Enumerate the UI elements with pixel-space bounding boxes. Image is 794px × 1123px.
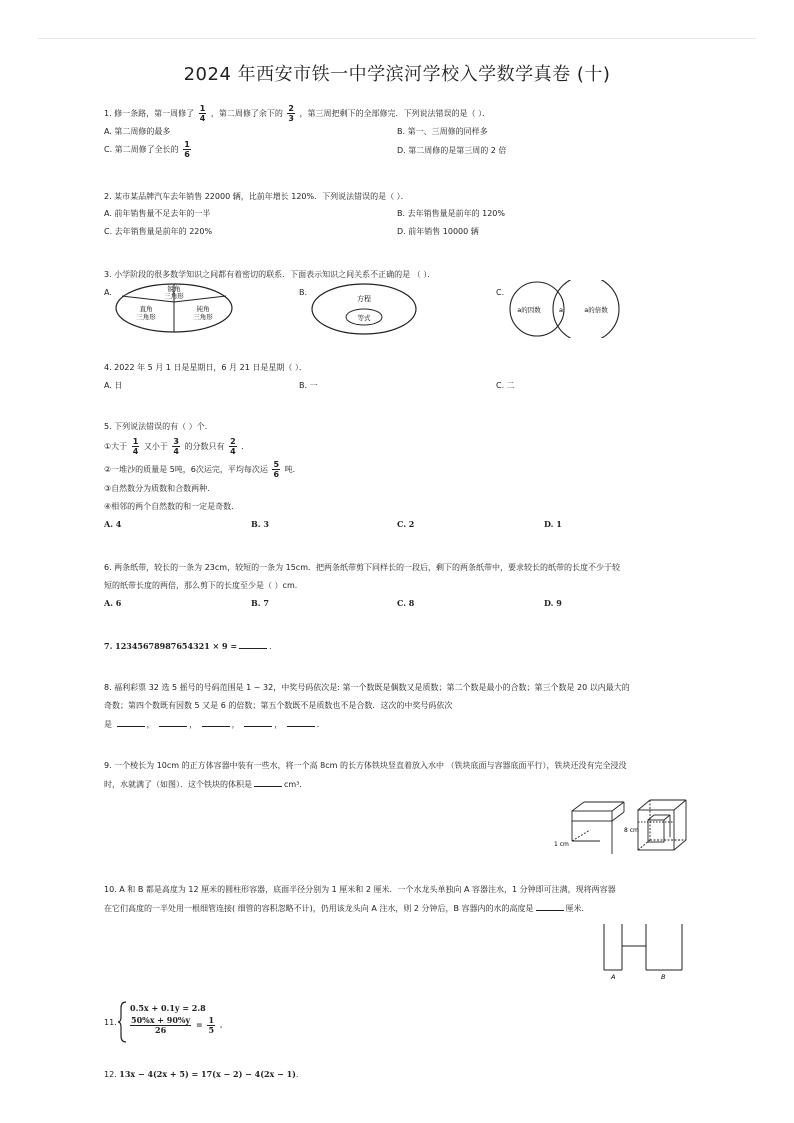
- q3-diagram-a: [114, 282, 234, 334]
- question-1-stem: [104, 104, 490, 123]
- q1-option-b[interactable]: B. 第一、三周修的同样多: [397, 127, 488, 136]
- question-10-line-1: 10. A 和 B 都是高度为 12 厘米的圆柱形容器，底面半径分别为 1 厘米和 2 厘米．一个水龙头单独向 A 容器注水，1 分钟即可注满，现将两容器: [104, 885, 616, 894]
- q3-diagram-c: [503, 280, 621, 338]
- q2-option-d[interactable]: D. 前年销售 10000 辆: [397, 227, 479, 236]
- q5-s2-text-b: 吨．: [284, 465, 301, 474]
- q5-statement-4: ④相邻的两个自然数的和一定是奇数．: [104, 502, 240, 511]
- q8-separator: ，: [189, 720, 198, 729]
- question-12: [104, 1069, 304, 1080]
- question-3-stem: 3. 小学阶段的很多数学知识之间都有着密切的联系．下面表示知识之间关系不正确的是 （ ）．: [104, 270, 436, 279]
- q6-option-c[interactable]: C. 8: [397, 598, 415, 608]
- brace-icon: [118, 1000, 128, 1044]
- fraction: $\frac{1}{6}$: [184, 140, 190, 159]
- q5-option-c[interactable]: C. 2: [397, 519, 415, 529]
- fraction: $\frac{1}{4}$: [199, 104, 206, 123]
- q4-option-a[interactable]: A. 日: [104, 381, 123, 390]
- q7-end: ．: [269, 642, 278, 651]
- fraction: $\frac{2}{4}$: [230, 437, 236, 456]
- answer-blank[interactable]: [117, 718, 145, 727]
- q5-statement-1: [104, 437, 249, 456]
- q8-separator: ，: [231, 720, 240, 729]
- q3-a-left-label: 直角三角形: [136, 305, 156, 321]
- q1-option-c-text: C. 第二周修了全长的: [104, 145, 179, 154]
- fraction: $\frac{50\%x + 90\%y}{26}$: [131, 1015, 191, 1035]
- question-8-line-1: 8. 福利彩票 32 选 5 摇号的号码范围是 1 ~ 32，中奖号码依次是: 第一个数既是偶数又是质数；第二个数是最小的合数；第三个数是 20 以内最大的: [104, 683, 630, 692]
- question-5-stem: 5. 下列说法错误的有（ ）个．: [104, 422, 213, 431]
- q3-a-top-label: 锐角三角形: [164, 285, 184, 300]
- question-8-line-3: [104, 718, 325, 730]
- q8-separator: ，: [274, 720, 283, 729]
- question-2-stem: 2. 某市某品牌汽车去年销售 22000 辆，比前年增长 120%．下列说法错误的是（ ）．: [104, 192, 409, 201]
- q1-option-d[interactable]: D. 第二周修的是第三周的 2 倍: [397, 146, 507, 155]
- q3-option-a[interactable]: A.: [104, 288, 112, 297]
- q6-option-a[interactable]: A. 6: [104, 598, 122, 608]
- q9-unit: cm³．: [284, 780, 308, 789]
- q5-s1-text-c: 的分数只有: [184, 442, 225, 451]
- answer-blank[interactable]: [159, 718, 187, 727]
- q12-end: ．: [295, 1070, 304, 1079]
- fraction: $\frac{2}{3}$: [288, 104, 294, 123]
- q9-right-dim: 8 cm: [624, 827, 639, 834]
- answer-blank[interactable]: [254, 778, 282, 787]
- q10-text: 在它们高度的一半处用一根细管连接( 细管的容积忽略不计)，仍用该龙头向 A 注水，则 2 分钟后，B 容器内的水的高度是: [104, 904, 534, 913]
- q9-left-dim: 1 cm: [554, 841, 569, 848]
- q3-c-mid-label: a: [559, 306, 563, 314]
- q1-option-c[interactable]: [104, 140, 193, 159]
- q11-equation-1: 0.5x + 0.1y = 2.8: [130, 1003, 206, 1013]
- answer-blank[interactable]: [202, 718, 230, 727]
- fraction: $\frac{1}{4}$: [132, 437, 139, 456]
- answer-blank[interactable]: [244, 718, 272, 727]
- q3-b-outer-label: 方程: [357, 295, 371, 303]
- q5-s1-text-d: ．: [241, 442, 250, 451]
- q5-option-b[interactable]: B. 3: [251, 519, 269, 529]
- answer-blank[interactable]: [287, 718, 315, 727]
- q3-c-right-label: a的倍数: [584, 306, 608, 314]
- q9-figure: [550, 796, 690, 858]
- q10-figure: [598, 922, 690, 982]
- q5-option-a[interactable]: A. 4: [104, 519, 122, 529]
- q1-text-c: ，第三周把剩下的全部修完．下列说法错误的是（ ）．: [299, 109, 491, 118]
- question-4-stem: 4. 2022 年 5 月 1 日是星期日，6 月 21 日是星期（ ）．: [104, 363, 307, 372]
- q2-option-c[interactable]: C. 去年销售量是前年的 220%: [104, 227, 213, 236]
- q10-label-a: A: [611, 973, 616, 981]
- question-7: [104, 640, 277, 652]
- q3-a-right-label: 钝角三角形: [193, 305, 213, 321]
- q6-option-b[interactable]: B. 7: [251, 598, 269, 608]
- q5-s1-text-b: 又小于: [143, 442, 168, 451]
- q5-s1-text-a: ①大于: [104, 442, 128, 451]
- fraction: $\frac{1}{5}$: [208, 1015, 215, 1035]
- q10-unit: 厘米．: [565, 904, 590, 913]
- q5-s2-text-a: ②一堆沙的质量是 5吨，6次运完，平均每次运: [104, 465, 268, 474]
- q5-statement-2: [104, 460, 301, 479]
- q3-option-c[interactable]: C.: [496, 288, 505, 297]
- q11-equation-2: [130, 1016, 228, 1035]
- q1-text-a: 1. 修一条路，第一周修了: [104, 109, 195, 118]
- q9-text: 时，水就满了（如图）．这个铁块的体积是: [104, 780, 252, 789]
- q5-option-d[interactable]: D. 1: [544, 519, 562, 529]
- question-9-line-2: [104, 778, 307, 790]
- answer-blank[interactable]: [239, 640, 267, 649]
- fraction: $\frac{3}{4}$: [173, 437, 179, 456]
- q5-statement-3: ③自然数分为质数和合数两种．: [104, 484, 216, 493]
- q8-separator: ，: [146, 720, 155, 729]
- question-8-line-2: 奇数；第四个数既有因数 5 又是 6 的倍数；第五个数既不是质数也不是合数．这次的中奖号码依次: [104, 701, 453, 710]
- q8-text: 是: [104, 720, 112, 729]
- q3-c-left-label: a的因数: [517, 306, 541, 314]
- q10-label-b: B: [661, 973, 666, 981]
- answer-blank[interactable]: [536, 902, 564, 911]
- q6-option-d[interactable]: D. 9: [544, 598, 562, 608]
- question-6-line-1: 6. 两条纸带，较长的一条为 23cm，较短的一条为 15cm．把两条纸带剪下同样长的一段后，剩下的两条纸带中，要求较长的纸带的长度不少于较: [104, 563, 620, 572]
- q1-text-b: ，第二周修了余下的: [210, 109, 283, 118]
- question-6-line-2: 短的纸带长度的两倍，那么剪下的长度至少是（ ）cm．: [104, 581, 303, 590]
- q2-option-a[interactable]: A. 前年销售量不足去年的一半: [104, 209, 211, 218]
- q3-diagram-b: [310, 282, 418, 336]
- q3-b-inner-label: 等式: [357, 314, 371, 322]
- q11-number: 11.: [104, 1018, 117, 1027]
- q3-option-b[interactable]: B.: [299, 288, 308, 297]
- q11-end: ．: [219, 1019, 228, 1030]
- q7-expression: 7. 12345678987654321 × 9 =: [104, 641, 238, 651]
- q12-number: 12.: [104, 1070, 117, 1079]
- q8-end: ．: [316, 720, 325, 729]
- q4-option-b[interactable]: B. 一: [299, 381, 318, 390]
- q2-option-b[interactable]: B. 去年销售量是前年的 120%: [397, 209, 505, 218]
- top-divider: [38, 38, 756, 39]
- q12-equation: 13x − 4(2x + 5) = 17(x − 2) − 4(2x − 1): [119, 1069, 296, 1079]
- question-10-line-2: [104, 902, 590, 914]
- page-title: 2024 年西安市铁一中学滨河学校入学数学真卷 (十): [183, 64, 611, 85]
- q1-option-a[interactable]: A. 第二周修的最多: [104, 127, 171, 136]
- question-9-line-1: 9. 一个棱长为 10cm 的正方体容器中装有一些水，将一个高 8cm 的长方体铁块竖直着放入水中 （铁块底面与容器底面平行），铁块还没有完全浸没: [104, 761, 627, 770]
- fraction: $\frac{5}{6}$: [273, 460, 280, 479]
- q11-equals: =: [195, 1019, 203, 1030]
- q4-option-c[interactable]: C. 二: [496, 381, 515, 390]
